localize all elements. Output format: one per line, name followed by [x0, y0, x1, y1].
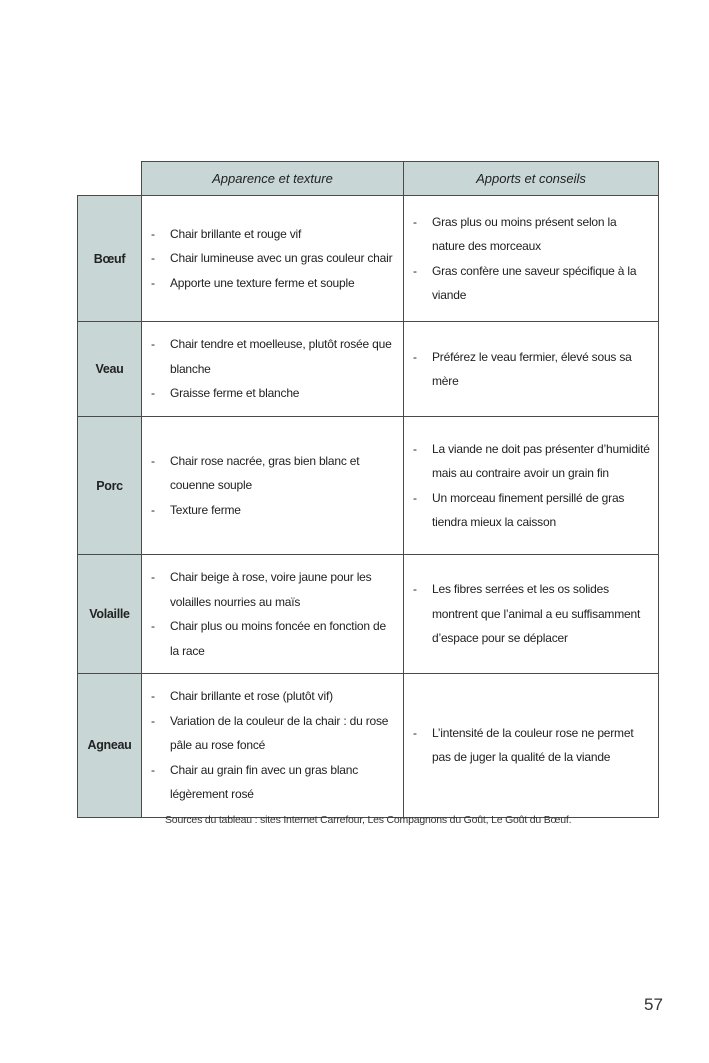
- table-row: [78, 196, 659, 322]
- list-item: - Gras plus ou moins présent selon la nature des morceaux: [410, 210, 652, 259]
- apports-cell: [404, 555, 659, 674]
- row-header-porc: Porc: [78, 417, 142, 555]
- table-row: [78, 417, 659, 555]
- list-item: - Chair plus ou moins foncée en fonction de la race: [148, 614, 397, 663]
- row-header-boeuf: Bœuf: [78, 196, 142, 322]
- list-item: - Graisse ferme et blanche: [148, 381, 397, 406]
- table-row: [78, 555, 659, 674]
- list-item: - La viande ne doit pas présenter d’humidité mais au contraire avoir un grain fin: [410, 437, 652, 486]
- column-header-apports: Apports et conseils: [404, 162, 659, 196]
- meat-comparison-table: [77, 161, 659, 818]
- column-header-apparence: Apparence et texture: [142, 162, 404, 196]
- list-item: - Chair lumineuse avec un gras couleur chair: [148, 246, 397, 271]
- apports-cell: [404, 196, 659, 322]
- apparence-cell: [142, 555, 404, 674]
- list-item: - Chair au grain fin avec un gras blanc légèrement rosé: [148, 758, 397, 807]
- apparence-cell: [142, 196, 404, 322]
- apparence-cell: [142, 417, 404, 555]
- table-source-caption: Sources du tableau : sites Internet Carrefour, Les Compagnons du Goût, Le Goût du Bœuf.: [165, 814, 572, 826]
- apports-cell: [404, 674, 659, 818]
- page-number: 57: [644, 995, 663, 1014]
- table-row: [78, 322, 659, 417]
- corner-cell: [78, 162, 142, 196]
- apports-cell: [404, 322, 659, 417]
- list-item: - Chair beige à rose, voire jaune pour les volailles nourries au maïs: [148, 565, 397, 614]
- list-item: - Un morceau finement persillé de gras tiendra mieux la caisson: [410, 486, 652, 535]
- row-header-agneau: Agneau: [78, 674, 142, 818]
- list-item: - Apporte une texture ferme et souple: [148, 271, 397, 296]
- list-item: - Variation de la couleur de la chair : du rose pâle au rose foncé: [148, 709, 397, 758]
- list-item: - Chair brillante et rose (plutôt vif): [148, 684, 397, 709]
- list-item: - Chair brillante et rouge vif: [148, 222, 397, 247]
- list-item: - Préférez le veau fermier, élevé sous sa mère: [410, 345, 652, 394]
- list-item: - Les fibres serrées et les os solides montrent que l’animal a eu suffisamment d’espace pour se déplacer: [410, 577, 652, 651]
- apports-cell: [404, 417, 659, 555]
- apparence-cell: [142, 322, 404, 417]
- list-item: - Chair tendre et moelleuse, plutôt rosée que blanche: [148, 332, 397, 381]
- list-item: - Chair rose nacrée, gras bien blanc et couenne souple: [148, 449, 397, 498]
- apparence-cell: [142, 674, 404, 818]
- row-header-veau: Veau: [78, 322, 142, 417]
- table-row: [78, 674, 659, 818]
- list-item: - Texture ferme: [148, 498, 397, 523]
- row-header-volaille: Volaille: [78, 555, 142, 674]
- list-item: - L’intensité de la couleur rose ne permet pas de juger la qualité de la viande: [410, 721, 652, 770]
- list-item: - Gras confère une saveur spécifique à la viande: [410, 259, 652, 308]
- header-row: [78, 162, 659, 196]
